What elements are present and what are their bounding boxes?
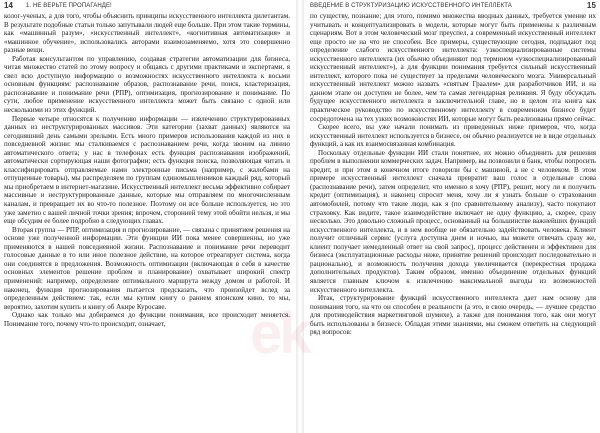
left-paragraph: Вторая группа — РПР, оптимизация и прогнозирование, — связана с принятием решения на основе уже полученной информации. Эти функции ИИ пока менее совершенны, но уже применяются в нашей повседневной жизни. Распознавание и понимание речи переводит голосовые данные в то или иное полезное действие, на которое отреагирует система, когда они соединятся в предложения. Возможность оптимизации (включающая в себя в качестве основных элементов решение проблем и планирование) охватывает широкий спектр применений: например, определение оптимального маршрута между домом и работой. И наконец, функция прогнозирования пытается предсказать, что произойдет вслед за определенным действием: так, если мы купим книгу о раннем японском кино, то мы, вероятно, захотим купить и книгу об Акире Куросаве. xyxy=(4,225,290,311)
book-gutter xyxy=(296,0,304,433)
left-body-text xyxy=(4,12,290,328)
left-page-number: 14 xyxy=(4,1,14,10)
right-paragraph: по существу, познание; для этого, помимо множества вводных данных, требуется умение их учитывать и концептуализировать в модели, которые могут быть применены к различным сценариям. Вот в этом человеческий мозг преуспел, а современный искусственный интеллект еще просто не на что не способен. Все примеры, существующие сегодня, подпадают под определение слабого искусственного интеллекта: узкоспециализированные системы искусственного интеллекта (их обычно объединяют под термином «узкоспециализированный искусственный интеллект»), а для функции понимания требуется сильный искусственный интеллект, которого пока не существует за пределами человеческого мозга. Универсальный искусственный интеллект можно назвать «святым Граалем» для разработчиков ИИ, и на данном этапе он доступен не более, чем та самая легендарная реликвия. Я буду обсуждать будущее искусственного интеллекта в заключительной главе, но в целом эта книга как практическое руководство по искусственному интеллекту в современном бизнесе будет сосредоточена на тех узких возможностях ИИ, которые могут быть реализованы прямо сейчас. xyxy=(310,12,596,123)
right-paragraph: Итак, структурирование функций искусственного интеллекта дает нам основу для понимания того, на что он способен в реальности (а это, в свою очередь, — лучшее средство для противодействия маркетинговой шумихе), а также для понимания того, как они могут быть использованы в бизнесе. Обладая этими знаниями, мы сможем ответить на следующий ряд вопросов: xyxy=(310,294,596,337)
right-page-header xyxy=(310,2,596,11)
left-page xyxy=(0,0,296,433)
left-paragraph: Однако как только мы добираемся до функции понимания, все происходит меняется. Понимание того, почему что-то происходит, означает, xyxy=(4,311,290,328)
left-paragraph: Работая консультантом по управлению, создавая стратегии автоматизации для бизнеса, читая множество статей по этому вопросу и общаясь с другими практиками и экспертами, я свел всю доступную информацию о возможностях искусственного интеллекта к восьми основным функциям: распознавание образов, распознавание речи, поиск, кластеризация, распознавание и понимание речи (РПР), оптимизация, прогнозирование и понимание. По сути, любое применение искусственного интеллекта может быть связано с одной или несколькими из этих функций. xyxy=(4,54,290,115)
left-page-header xyxy=(4,2,290,11)
left-paragraph: Первые четыре относятся к получению информации — извлечению структурированных данных из неструктурированных массивов. Эти категории (захват данных) являются на сегодняшний день самыми зрелыми. Есть много примеров использования каждой из них в повседневной жизни: мы сталкиваемся с распознаванием речи, когда звоним на линию автоматического ответа; у нас в телефонах есть функция распознавания изображений, автоматически сортирующая наши фотографии; есть функция поиска, позволяющая читать и классифицировать отправляемые нами электронные письма (например, с жалобами на отпущенные товары), мы распределяем по группам единомышленников каждый ряд, который мы приобретаем в интернет-магазине. Искусственный интеллект весьма эффективно собирает массивные и неструктурированные данные, которые мы отправляем по многочисленным каналам, и превращает их во что-то полезное. Поэтому он все больше используется, но это уже заметно с вашей личной точки зрения; впрочем, сторонней тему этой обойти нельзя, и мы еще обсудим ее более подробно в следующих главах. xyxy=(4,114,290,226)
left-paragraph: колог-ученых, а для того, чтобы объяснить принципы искусственного интеллекта дилетантам. В результате подобные статьи только запутывали людей еще больше. При этом такие термины, как «машинный разум», «искусственный интеллект», «когнитивная автоматизация» и «машинное обучение», использовались авторами взаимозаменяемо, хотя это совершенно разные вещи. xyxy=(4,12,290,55)
right-body-text xyxy=(310,12,596,337)
right-page xyxy=(304,0,600,433)
right-paragraph: Скорее всего, вы уже начали понимать из приведенных ниже примеров, что, когда искусственный интеллект используется в бизнесе, он обычно реализуется не в виде отдельных функций, а как их взаимосвязанная комбинация. xyxy=(310,123,596,149)
watermark-logo: ek xyxy=(250,301,309,366)
left-running-head: 1. НЕ ВЕРЬТЕ ПРОПАГАНДЕ! xyxy=(26,3,112,9)
right-running-head: ВВЕДЕНИЕ В СТРУКТУРИЗАЦИЮ ИСКУССТВЕННОГО ИНТЕЛЛЕКТА xyxy=(310,3,512,9)
right-page-number: 15 xyxy=(586,1,596,10)
right-paragraph: Поскольку отдельные функции ИИ стали понятнее, их можно объединить для решения проблем в выполнении коммерческих задач. Например, вы позвонили в банк, чтобы попросить кредит, и при этом в конечном итоге говорили бы с машиной, а не с человеком. В этом примере искусственный интеллект сначала превратит ваш голос в отдельные слова (распознавание речи), затем определит, что именно я хочу (РПР), решит, могу ли я получить кредит (оптимизация), и наконец спросит меня, хочу ли я узнать больше о страховании автомобилей, потому что такие люди, как я (по сравнительному анализу), часто покупают страховку. Как видите, такое взаимодействие включает не одну функцию, а, скорее, сразу несколько. Это довольно сложный процесс, основанный на большинстве важнейших функций искусственного интеллекта, и в нем вообще не обязательно задействовать человека. Клиент получит отличный сервис (услуга доступна днем и ночью, вы можете отвечать сразу же, клиент получает немедленный ответ на свой запрос), процесс действенен и эффективен для бизнеса (эксплуатационные расходы ниже, принятие решений происходит последовательно и рационально), и возможность получения дохода увеличивается (перекрестная продажа дополнительных продуктов). Таким образом, именно объединение отдельных функций является главным ключом к извлечению максимальной выгоды из возможностей искусственного интеллекта. xyxy=(310,148,596,294)
